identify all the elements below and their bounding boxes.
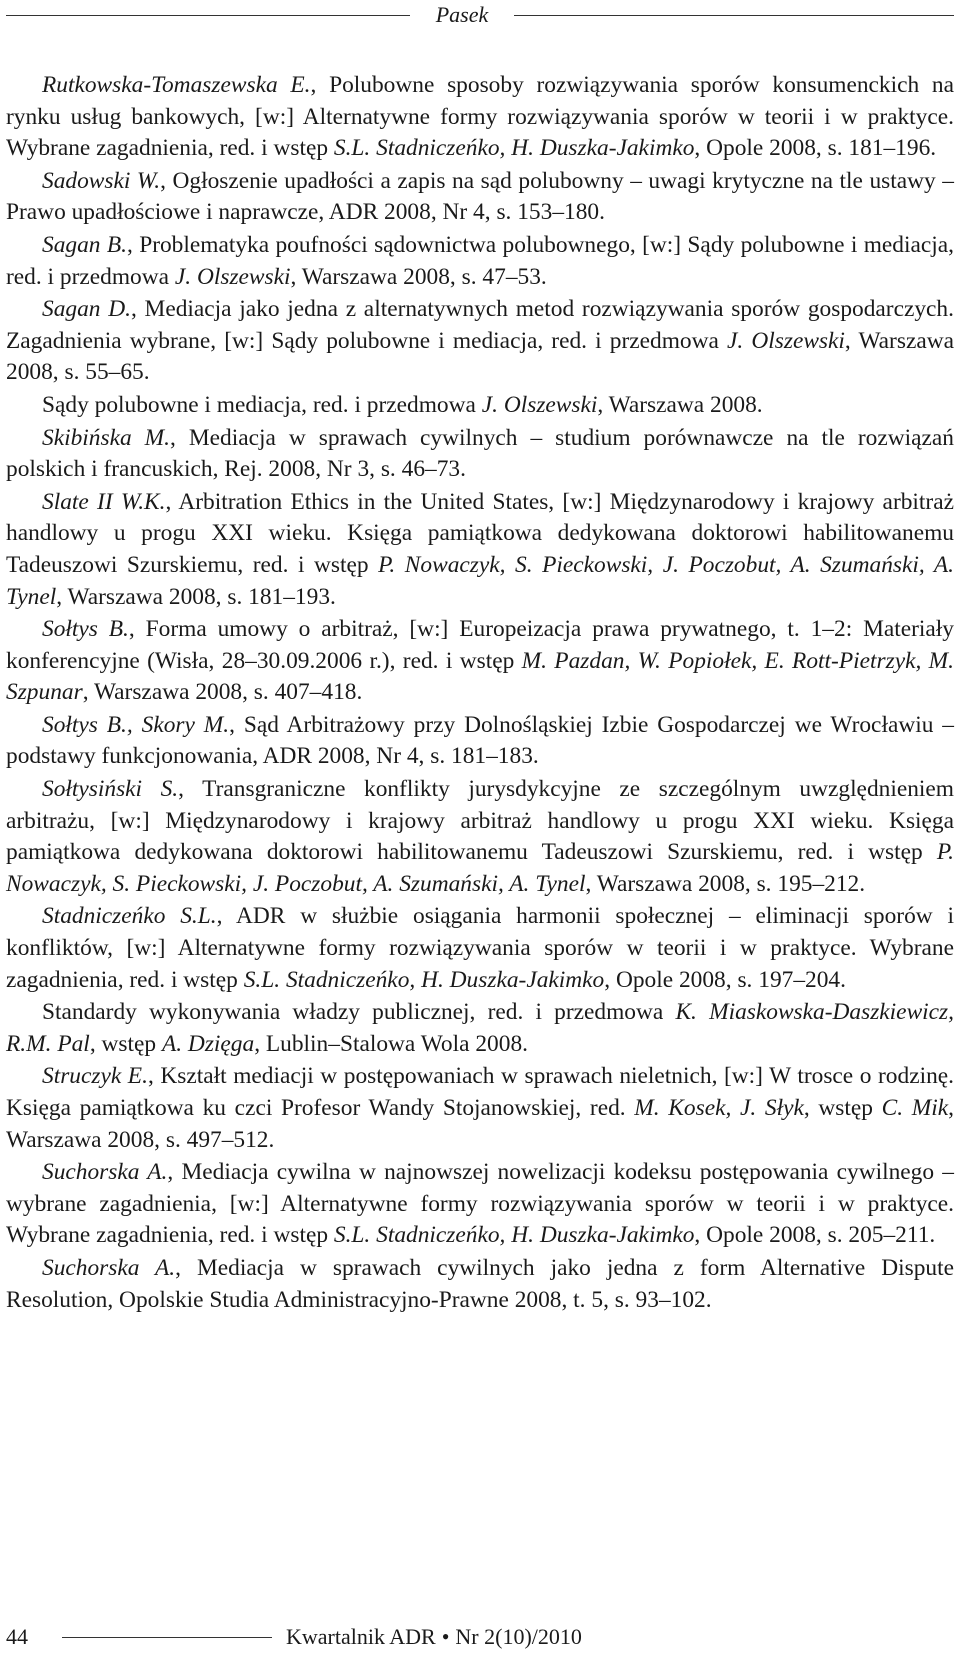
entry-text: , Warszawa 2008, s. 195–212. bbox=[585, 870, 866, 897]
journal-issue: Nr 2(10)/2010 bbox=[455, 1624, 582, 1649]
entry-text: , Forma umowy o arbitraż, [w:] Europeizacja prawa prywatnego, t. 1–2: Materiały konferencyjne (Wisła, 28–30.09.2006 r.), red. i wstęp bbox=[6, 616, 954, 674]
entry-authors: Struczyk E. bbox=[42, 1063, 148, 1090]
entry-authors: Stadniczeńko S.L. bbox=[42, 903, 217, 930]
entry-authors: Suchorska A. bbox=[42, 1254, 176, 1281]
bibliography-entry bbox=[6, 997, 954, 1060]
entry-text: Standardy wykonywania władzy publicznej, red. i przedmowa bbox=[42, 999, 676, 1026]
bibliography-entry bbox=[6, 1253, 954, 1316]
entry-text: , Lublin–Stalowa Wola 2008. bbox=[254, 1030, 528, 1057]
entry-editors: J. Olszewski bbox=[174, 263, 291, 290]
entry-text: , Polubowne sposoby rozwiązywania sporów konsumenckich na rynku usług bankowych, [w:] Alternatywne formy rozwiązywania sporów w teorii i w praktyce. Wybrane zagadnienia, red. i wstęp bbox=[6, 72, 955, 162]
entry-text: , wstęp bbox=[803, 1095, 882, 1121]
entry-authors: Rutkowska-Tomaszewska E. bbox=[42, 72, 311, 98]
bibliography-entry bbox=[6, 1061, 954, 1156]
entry-text: , ADR w służbie osiągania harmonii społecznej – eliminacji sporów i konfliktów, [w:] Alternatywne formy rozwiązywania sporów w teorii i w praktyce. Wybrane zagadnienia, red. i wstęp bbox=[6, 903, 954, 993]
entry-text: , wstęp bbox=[89, 1030, 162, 1057]
journal-info bbox=[286, 1622, 582, 1652]
entry-text: , Transgraniczne konflikty jurysdykcyjne ze szczególnym uwzględnieniem arbitrażu, [w:] Międzynarodowy i krajowy arbitraż handlowy u progu XXI wieku. Księga pamiątkowa dedykowana doktorowi habilitowanemu Tadeuszowi Szurskiemu, red. i wstęp bbox=[6, 776, 954, 866]
bibliography-entry bbox=[6, 487, 954, 613]
entry-text: , Opole 2008, s. 197–204. bbox=[604, 966, 846, 993]
bibliography-entry bbox=[6, 614, 954, 709]
entry-editors: S.L. Stadniczeńko, H. Duszka-Jakimko bbox=[243, 966, 605, 993]
entry-editors: M. Kosek, J. Słyk bbox=[634, 1095, 804, 1121]
entry-text: , Kształt mediacji w postępowaniach w sprawach nieletnich, [w:] W trosce o rodzinę. Księga pamiątkowa ku czci Profesor Wandy Stojanowskiej, red. bbox=[6, 1063, 954, 1121]
entry-editors: M. Pazdan, W. Popiołek, E. Rott-Pietrzyk, M. Szpunar bbox=[6, 647, 954, 706]
entry-editors: J. Olszewski bbox=[727, 327, 845, 354]
entry-editors: A. Dzięga bbox=[161, 1030, 255, 1057]
entry-editors: P. Nowaczyk, S. Pieckowski, J. Poczobut, A. Szumański, A. Tynel bbox=[6, 839, 954, 897]
entry-editors: P. Nowaczyk, S. Pieckowski, J. Poczobut, A. Szumański, A. Tynel bbox=[6, 551, 954, 610]
bibliography-entry bbox=[6, 710, 954, 773]
entry-authors: Sołtys B., Skory M. bbox=[42, 711, 230, 738]
bibliography-entry bbox=[6, 70, 954, 165]
entry-text: Sądy polubowne i mediacja, red. i przedmowa bbox=[42, 391, 482, 418]
bibliography-entry bbox=[6, 166, 954, 229]
bibliography-entry bbox=[6, 423, 954, 486]
footer-rule bbox=[62, 1637, 272, 1638]
entry-text: , Opole 2008, s. 181–196. bbox=[694, 135, 937, 162]
footer-bullet: • bbox=[441, 1624, 450, 1649]
entry-authors: Sołtysiński S. bbox=[42, 776, 179, 803]
running-header-title: Pasek bbox=[435, 2, 489, 27]
entry-text: , Opole 2008, s. 205–211. bbox=[694, 1222, 936, 1249]
entry-text: , Warszawa 2008, s. 181–193. bbox=[56, 583, 336, 610]
entry-text: , Warszawa 2008, s. 47–53. bbox=[290, 263, 547, 290]
entry-text: , Mediacja jako jedna z alternatywnych metod rozwiązywania sporów gospodarczych. Zagadnienia wybrane, [w:] Sądy polubowne i mediacja, red. i przedmowa bbox=[6, 296, 954, 354]
entry-text: , Mediacja w sprawach cywilnych – studium porównawcze na tle rozwiązań polskich i francuskich, Rej. 2008, Nr 3, s. 46–73. bbox=[6, 424, 954, 483]
entry-editors: S.L. Stadniczeńko, H. Duszka-Jakimko bbox=[333, 135, 695, 162]
entry-text: , Warszawa 2008, s. 407–418. bbox=[82, 679, 363, 706]
entry-text: , Mediacja cywilna w najnowszej nowelizacji kodeksu postępowania cywilnego – wybrane zagadnienia, [w:] Alternatywne formy rozwiązywania sporów w teorii i w praktyce. Wybrane zagadnienia, red. i wstęp bbox=[6, 1159, 954, 1249]
entry-text: , Sąd Arbitrażowy przy Dolnośląskiej Izbie Gospodarczej we Wrocławiu – podstawy funkcjonowania, ADR 2008, Nr 4, s. 181–183. bbox=[6, 711, 954, 770]
bibliography-entry bbox=[6, 230, 954, 293]
bibliography-entry bbox=[6, 901, 954, 996]
entry-text: , Mediacja w sprawach cywilnych jako jedna z form Alternative Dispute Resolution, Opolskie Studia Administracyjno-Prawne 2008, t. 5, s. 93–102. bbox=[6, 1254, 954, 1313]
entry-editors: C. Mik bbox=[881, 1095, 949, 1121]
entry-authors: Slate II W.K. bbox=[42, 488, 166, 515]
journal-name: Kwartalnik ADR bbox=[286, 1624, 436, 1649]
entry-authors: Sadowski W. bbox=[42, 167, 161, 194]
entry-text: , Warszawa 2008, s. 55–65. bbox=[6, 327, 954, 386]
entry-authors: Suchorska A. bbox=[42, 1159, 168, 1186]
entry-authors: Sagan B. bbox=[42, 231, 127, 258]
header-rule-left bbox=[6, 15, 410, 16]
bibliography-entry bbox=[6, 774, 954, 900]
entry-text: , Problematyka poufności sądownictwa polubownego, [w:] Sądy polubowne i mediacja, red. i przedmowa bbox=[6, 231, 954, 290]
header-rule-right bbox=[514, 15, 954, 16]
entry-text: , Arbitration Ethics in the United States, [w:] Międzynarodowy i krajowy arbitraż handlowy u progu XXI wieku. Księga pamiątkowa dedykowana doktorowi habilitowanemu Tadeuszowi Szurskiemu, red. i wstęp bbox=[6, 488, 954, 578]
entry-text: , Warszawa 2008. bbox=[597, 391, 763, 418]
entry-authors: Skibińska M. bbox=[42, 424, 170, 451]
running-header bbox=[0, 0, 960, 30]
entry-authors: Sagan D. bbox=[42, 296, 131, 323]
page-number: 44 bbox=[6, 1624, 28, 1649]
bibliography-list bbox=[6, 70, 954, 1317]
bibliography-entry bbox=[6, 390, 954, 422]
entry-text: , Warszawa 2008, s. 497–512. bbox=[6, 1095, 954, 1153]
bibliography-entry bbox=[6, 294, 954, 389]
entry-authors: Sołtys B. bbox=[42, 616, 129, 643]
page-footer bbox=[0, 1622, 960, 1657]
entry-text: , Ogłoszenie upadłości a zapis na sąd polubowny – uwagi krytyczne na tle ustawy – Prawo upadłościowe i naprawcze, ADR 2008, Nr 4, s. 153–180. bbox=[6, 167, 954, 226]
entry-editors: K. Miaskowska-Daszkiewicz, R.M. Pal bbox=[6, 999, 954, 1057]
entry-editors: J. Olszewski bbox=[481, 391, 598, 418]
entry-editors: S.L. Stadniczeńko, H. Duszka-Jakimko bbox=[333, 1222, 695, 1249]
bibliography-entry bbox=[6, 1157, 954, 1252]
